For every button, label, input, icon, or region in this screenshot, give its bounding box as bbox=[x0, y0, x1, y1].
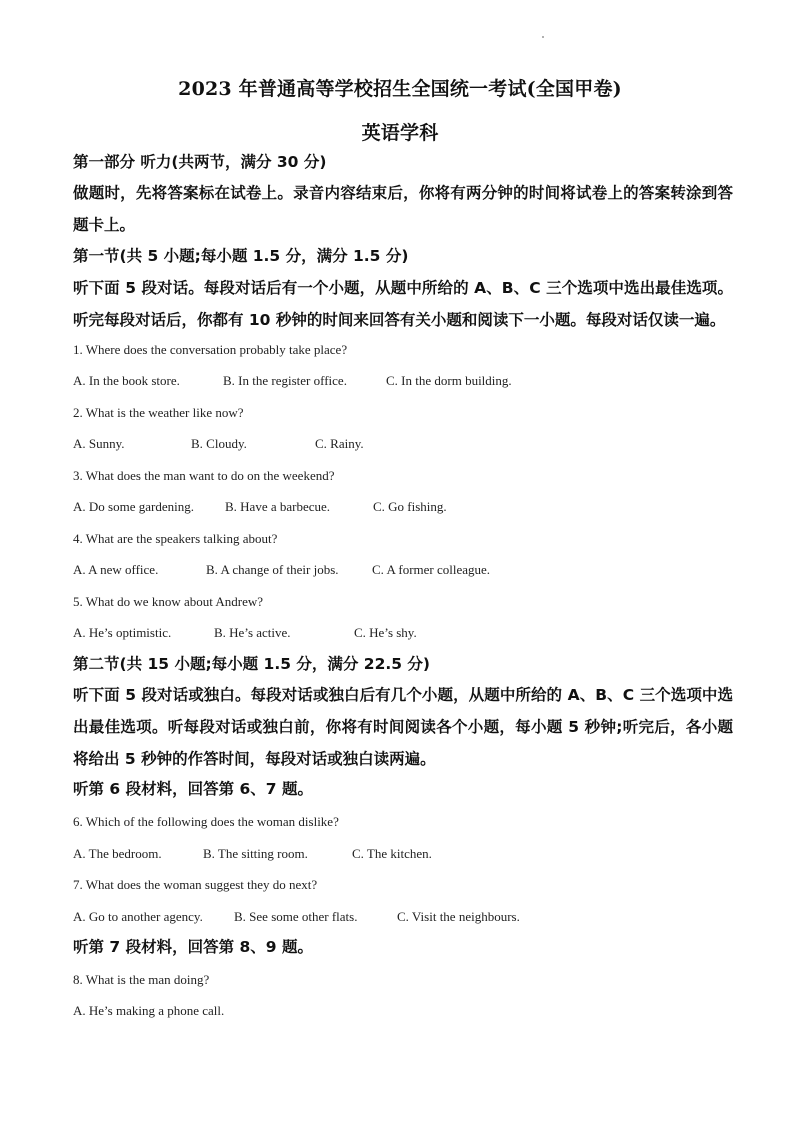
q1-option-c: C. In the dorm building. bbox=[386, 373, 512, 388]
q2-option-c: C. Rainy. bbox=[315, 436, 364, 451]
exam-subject: 英语学科 bbox=[361, 122, 439, 144]
q3-option-c: C. Go fishing. bbox=[373, 499, 447, 514]
part1-instructions: 做题时，先将答案标在试卷上。录音内容结束后，你将有两分钟的时间将试卷上的答案转涂到答题卡上。 bbox=[73, 184, 733, 234]
exam-title: 2023 年普通高等学校招生全国统一考试(全国甲卷) bbox=[178, 78, 622, 100]
section1-heading: 第一节(共 5 小题;每小题 1.5 分，满分 1.5 分) bbox=[73, 247, 409, 265]
question-2: 2. What is the weather like now? bbox=[73, 405, 244, 420]
section2-heading: 第二节(共 15 小题;每小题 1.5 分，满分 22.5 分) bbox=[73, 655, 431, 673]
q6-option-a: A. The bedroom. bbox=[73, 846, 162, 861]
q5-option-c: C. He’s shy. bbox=[354, 625, 417, 640]
question-8: 8. What is the man doing? bbox=[73, 972, 210, 987]
material7-heading: 听第 7 段材料，回答第 8、9 题。 bbox=[73, 938, 313, 956]
q3-option-b: B. Have a barbecue. bbox=[225, 499, 331, 514]
section1-instructions: 听下面 5 段对话。每段对话后有一个小题，从题中所给的 A、B、C 三个选项中选出最佳选项。听完每段对话后，你都有 10 秒钟的时间来回答有关小题和阅读下一小题。每段对话仅读一遍。 bbox=[73, 279, 733, 329]
q4-option-a: A. A new office. bbox=[73, 562, 159, 577]
question-3: 3. What does the man want to do on the weekend? bbox=[73, 468, 335, 483]
q7-option-b: B. See some other flats. bbox=[234, 909, 358, 924]
scan-speck bbox=[542, 36, 544, 38]
question-5: 5. What do we know about Andrew? bbox=[73, 594, 264, 609]
q5-option-b: B. He’s active. bbox=[214, 625, 291, 640]
section2-instructions: 听下面 5 段对话或独白。每段对话或独白后有几个小题，从题中所给的 A、B、C 三个选项中选出最佳选项。听每段对话或独白前，你将有时间阅读各个小题，每小题 5 秒钟;听完后，各小题将给出 5 秒钟的作答时间，每段对话或独白读两遍。 bbox=[73, 686, 733, 768]
q2-option-a: A. Sunny. bbox=[73, 436, 125, 451]
q7-option-c: C. Visit the neighbours. bbox=[397, 909, 520, 924]
q5-option-a: A. He’s optimistic. bbox=[73, 625, 172, 640]
q4-option-c: C. A former colleague. bbox=[372, 562, 491, 577]
q2-option-b: B. Cloudy. bbox=[191, 436, 247, 451]
q7-option-a: A. Go to another agency. bbox=[73, 909, 203, 924]
q1-option-b: B. In the register office. bbox=[223, 373, 347, 388]
part1-heading: 第一部分 听力(共两节，满分 30 分) bbox=[73, 153, 327, 171]
question-4: 4. What are the speakers talking about? bbox=[73, 531, 278, 546]
q6-option-c: C. The kitchen. bbox=[352, 846, 432, 861]
q4-option-b: B. A change of their jobs. bbox=[206, 562, 339, 577]
q6-option-b: B. The sitting room. bbox=[203, 846, 308, 861]
question-7: 7. What does the woman suggest they do next? bbox=[73, 877, 318, 892]
question-1: 1. Where does the conversation probably take place? bbox=[73, 342, 348, 357]
q1-option-a: A. In the book store. bbox=[73, 373, 180, 388]
q3-option-a: A. Do some gardening. bbox=[73, 499, 194, 514]
material6-heading: 听第 6 段材料，回答第 6、7 题。 bbox=[73, 780, 313, 798]
q8-option-a: A. He’s making a phone call. bbox=[73, 1003, 225, 1018]
question-6: 6. Which of the following does the woman dislike? bbox=[73, 814, 339, 829]
